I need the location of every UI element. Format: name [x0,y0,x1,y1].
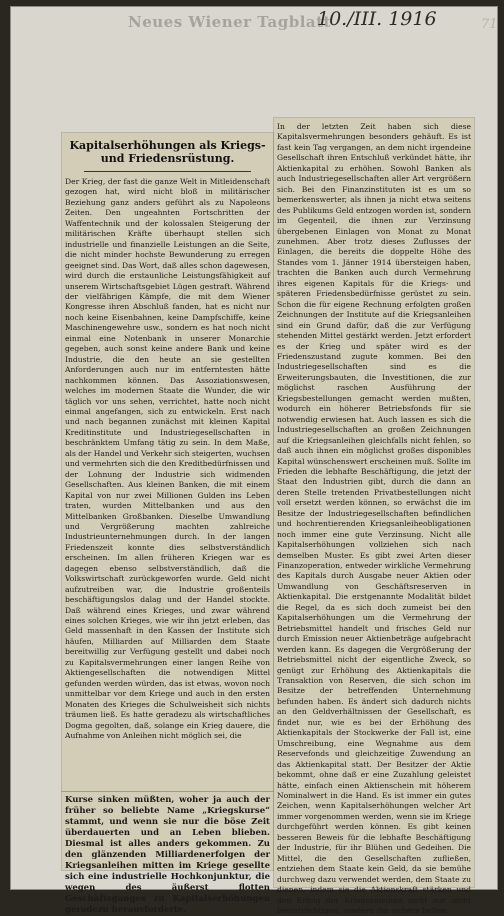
handwritten-date: 10./III. 1916 [317,8,437,30]
article-text-right: In der letzten Zeit haben sich diese Kapitalsvermehrungen besonders gehäuft. Es ist fast kein Tag vergangen, an dem nicht irgendeine Gesellschaft ihren Entschluß verkündet hätte, ihr Aktienkapital zu erhöhen. Sowohl Banken als auch Industriegesellschaften aller Art vergrößern sich. Bei den Finanzinstituten ist es um so bemerkenswerter, als ihnen ja nicht etwa seitens des Publikums Geld entzogen worden ist, sondern im Gegenteil, die ihnen zur Verzinsung übergebenen Einlagen von Monat zu Monat zunehmen. Aber trotz dieses Zuflusses der Einlagen, die bereits die doppelte Höhe des Standes vom 1. Jänner 1914 übersteigen haben, trachten die Banken auch durch Vermehrung ihres eigenen Kapitals für die Kriegs- und späteren Friedensbedürfnisse gerüstet zu sein. Schon die für eigene Rechnung erfolgten großen Zeichnungen der Institute auf die Kriegsanleihen sind ein Grund dafür, daß die zur Verfügung stehenden Mittel gestärkt werden. Jetzt erfordert es der Krieg und später wird es der Friedenszustand zugute kommen. Bei den Industriegesellschaften sind es die Erweiterungsbauten, die Investitionen, die zur möglichst raschen Ausführung der Kriegsbestellungen gemacht werden mußten, wodurch ein höherer Betriebsfonds für sie notwendig erwiesen hat. Auch lassen es sich die Industriegesellschaften an großen Zeichnungen auf die Kriegsanleihen gleichfalls nicht fehlen, so daß auch ihnen ein möglichst großes disponibles Kapital wünschenswert erscheinen muß. Sollte im Frieden die lebhafte Beschäftigung, die jetzt der Staat den Industrien gibt, durch die dann an deren Stelle tretenden Privatbestellungen nicht voll ersetzt werden können, so erwächst die im Besitze der Industriegesellschaften befindlichen und hochrentierenden Kriegsanleiheobligationen noch immer eine gute Verzinsung. Nicht alle Kapitalserhöhungen vollziehen sich nach demselben Muster. Es gibt zwei Arten dieser Finanzoperation, entweder wirkliche Vermehrung des Kapitals durch Ausgabe neuer Aktien oder Umwandlung von Geschäftsreserven in Aktienkapital. Die erstgenannte Modalität bildet die Regel, da es sich doch zumeist bei den Kapitalserhöhungen um die Vermehrung der Betriebsmittel handelt und frisches Geld nur durch Emission neuer Aktienbeträge aufgebracht werden kann. Es dagegen die Vergrößerung der Betriebsmittel nicht der eigentliche Zweck, so genügt zur Erhöhung des Aktienkapitals die Transaktion von Reserven, die sich schon im Besitze der betreffenden Unternehmung befunden haben. Es ändert sich dadurch nichts an den Geldverhältnissen der Gesellschaft, es findet nur, wie es bei der Erhöhung des Aktienkapitals der Stockwerke der Fall ist, eine Umschreibung, eine Wegnahme aus dem Reservefonds und gleichzeitige Zuwendung an das Aktienkapital statt. Der Besitzer der Aktie bekommt, ohne daß er eine Zuzahlung geleistet hätte, einfach einen Aktienschein mit höherem Nominalwert in die Hand. Es ist immer ein gutes Zeichen, wenn Kapitalserhöhungen welcher Art immer vorgenommen werden, wenn sie im Kriege durchgeführt werden können. Es gibt keinen besseren Beweis für die lebhafte Beschäftigung der Industrie, für ihr Blühen und Gedeihen. Die Mittel, die den Gesellschaften zufließen, entziehen dem Staate kein Geld, da sie bemühe durchweg dazu verwendet werden, dem Staate zu dienen, indem sie die Aktionskraft stärken und den Erfolg der Kriegsanleihen nicht nur nicht beeinträchtigen, sondern ihn sichern helfen. [277,122,471,915]
title-divider [84,171,251,172]
article-text-left: Der Krieg, der fast die ganze Welt in Mitleidenschaft gezogen hat, wird nicht bloß in militärischer Beziehung ganz anders geführt als zu Napoleons Zeiten. Den ungeahnten Fortschritten der Waffentechnik und der kolossalen Steigerung der militärischen Kräfte überhaupt stellen sich industrielle und finanzielle Leistungen an die Seite, die nicht minder hochste Bewunderung zu erregen geeignet sind. Das Wort, daß alles schon dagewesen, wird durch die erstaunliche Leistungsfähigkeit auf unserem Wirtschaftsgebiet Lügen gestraft. Während der vielfährigen Kämpfe, die mit dem Wiener Kongresse ihren Abschluß fanden, hat es nicht nur noch keine Eisenbahnen, keine Dampfschiffe, keine Maschinengewehre usw., sondern es hat noch nicht einmal eine Notenbank in unserer Monarchie gegeben, auch sonst keine andere Bank und keine Industrie, die den heute an sie gestellten Anforderungen auch nur im entferntesten hätte nachkommen können. Das Assoziationswesen, welches im modernen Staate die Wunder, die wir täglich vor uns sehen, verrichtet, hatte noch nicht einmal angefangen, sich zu entwickeln. Erst nach und nach begannen zunächst mit kleinen Kapital Kreditinstitute und Industriegesellschaften in beschränktem Umfang tätig zu sein. In dem Maße, als der Handel und Verkehr sich steigerten, wuchsen und vermehrten sich die den Kreditbedürfnissen und der Lohnung der Industrie sich widmenden Gesellschaften. Aus kleinen Banken, die mit einem Kapital von nur zwei Millionen Gulden ins Leben traten, wurden Mittelbanken und aus den Mittelbanken Großbanken. Dieselbe Umwandlung und Vergrößerung machten zahlreiche Industrieunternehmungen durch. In der langen Friedenszeit konnte dies selbstverständlich erscheinen. Im allen früheren Kriegen war es dagegen ebenso selbstverständlich, daß die Volkswirtschaft zurückgeworfen wurde. Geld nicht aufzutreiben war, die Industrie großenteils beschäftigungslos dalag und der Handel stockte. Daß während eines Krieges, und zwar während eines solchen Krieges, wie wir ihn jetzt erleben, das Geld massenhaft in den Kassen der Institute sich häufen, Milliarden auf Milliarden dem Staate bereitwillig zur Verfügung gestellt und dabei noch zu Kapitalsvermehrungen einer langen Reihe von Aktiengesellschaften die notwendigen Mittel gefunden werden würden, das ist etwas, wovon noch unmittelbar vor dem Kriege und auch in den ersten Monaten des Krieges die Schulweisheit sich nichts träumen ließ. Es hatte geradezu als wirtschaftliches Dogma gegolten, daß, solange ein Krieg dauere, die Aufnahme von Anleihen nicht möglich sei, die [65,177,270,741]
article-title: Kapitalserhöhungen als Kriegs- und Friedensrüstung. [69,139,266,165]
corner-mark: 71 [481,17,498,32]
article-text-left-continued: Kurse sinken müßten, woher ja auch der früher so beliebte Name „Kriegskurse“ stammt, und wenn sie nur die böse Zeit überdauerten und an Leben blieben. Diesmal ist alles anders gekommen. Zu den glänzenden Milliardenerfolgen der Kriegsanleihen mitten im Kriege gesellte sich eine industrielle Hochkonjunktur, die wegen des äußerst flotten Geschäftsganges zu Kapitalserhöhungen geradezu herausforderte. [65,795,270,915]
clipping-right-column [274,118,474,915]
clipping-left-column [62,133,273,791]
clipping-left-continued [62,792,273,915]
newspaper-stamp: Neues Wiener Tagblatt [128,13,331,31]
